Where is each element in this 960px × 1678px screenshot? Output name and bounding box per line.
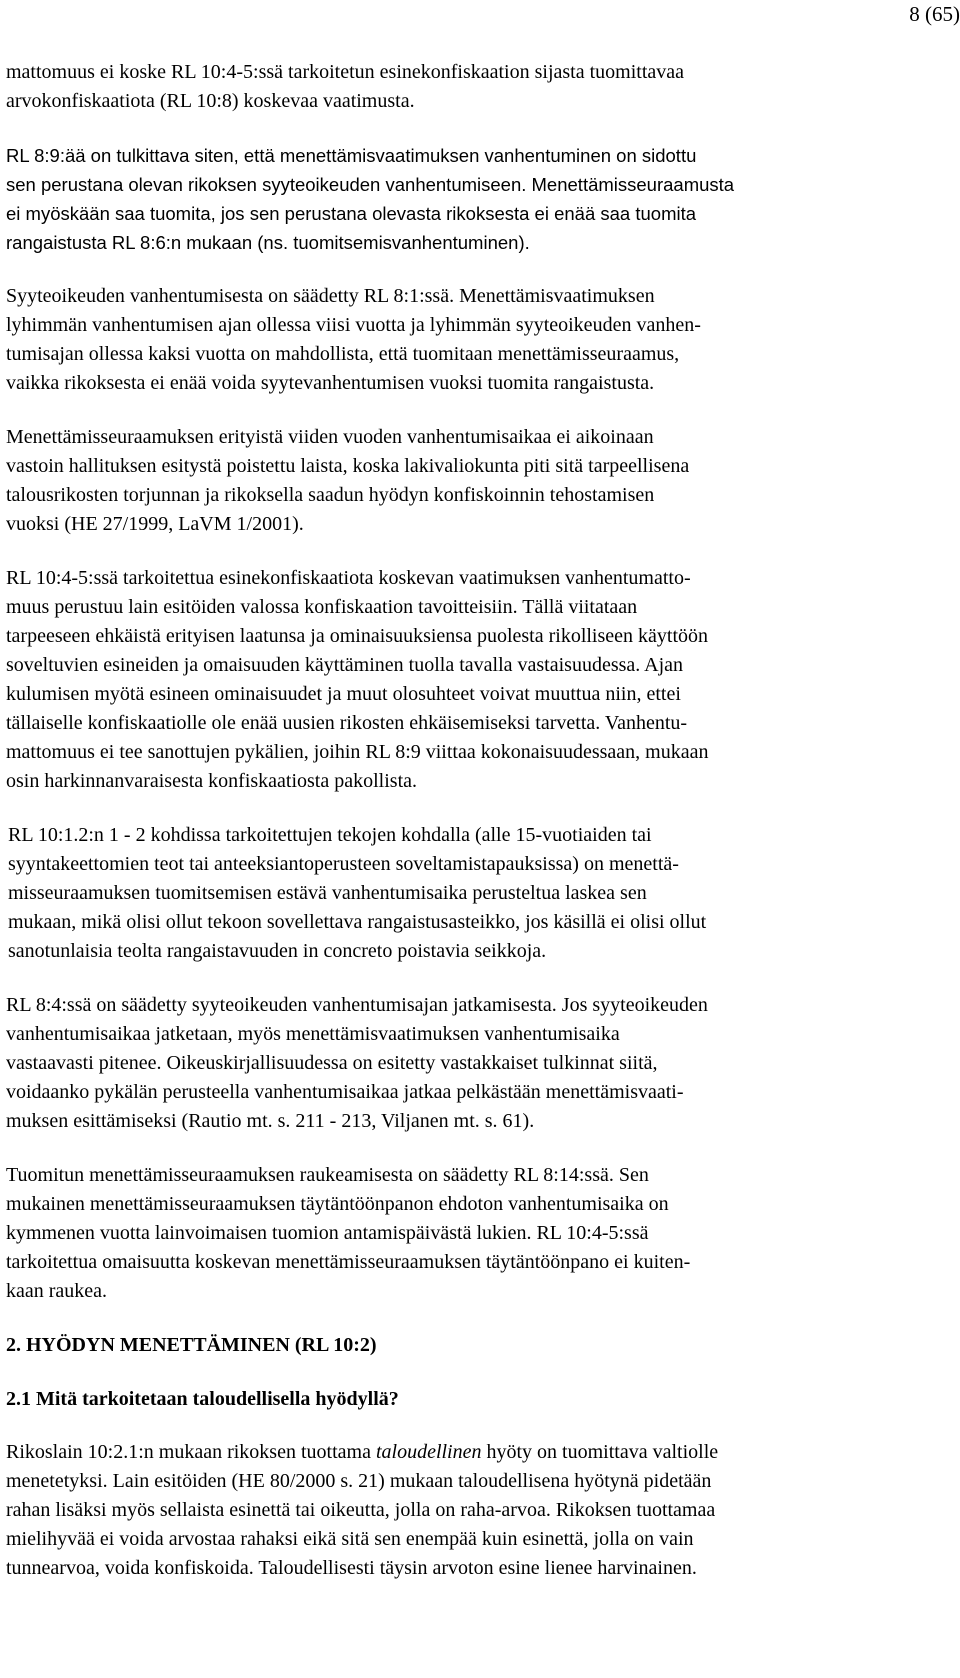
text-line: osin harkinnanvaraisesta konfiskaatiosta pakollista. [6,770,418,792]
text-line: Menettämisseuraamuksen erityistä viiden vuoden vanhentumisaikaa ei aikoinaan [6,426,654,448]
text-line: RL 8:4:ssä on säädetty syyteoikeuden vanhentumisajan jatkamisesta. Jos syyteoikeuden [6,994,708,1016]
text-line: voidaanko pykälän perusteella vanhentumisaikaa jatkaa pelkästään menettämisvaati- [6,1081,684,1103]
text-line: muus perustuu lain esitöiden valossa konfiskaation tavoitteisiin. Tällä viitataan [6,596,638,618]
text-line: sen perustana olevan rikoksen syyteoikeuden vanhentumiseen. Menettämisseuraamusta [6,174,735,195]
text-line: arvokonfiskaatiota (RL 10:8) koskevaa vaatimusta. [6,90,415,112]
text-line: kaan raukea. [6,1280,108,1302]
paragraph-3 [6,282,954,398]
text-line: talousrikosten torjunnan ja rikoksella saadun hyödyn konfiskoinnin tehostamisen [6,484,655,506]
paragraph-8 [6,1161,954,1306]
text-line: syyntakeettomien teot tai anteeksiantoperusteen soveltamistapauksissa) on menettä- [8,853,679,875]
text-line: soveltuvien esineiden ja omaisuuden käyttäminen tuolla tavalla vastaisuudessa. Ajan [6,654,684,676]
paragraph-5 [6,564,954,796]
text-line: RL 10:4-5:ssä tarkoitettua esinekonfiskaatiota koskevan vaatimuksen vanhentumatto- [6,567,691,589]
text-line: vuoksi (HE 27/1999, LaVM 1/2001). [6,513,304,535]
text-line: kymmenen vuotta lainvoimaisen tuomion antamispäivästä lukien. RL 10:4-5:ssä [6,1222,649,1244]
text-line: vanhentumisaikaa jatketaan, myös menettämisvaatimuksen vanhentumisaika [6,1023,620,1045]
text-line [6,1438,954,1467]
subsection-heading: 2.1 Mitä tarkoitetaan taloudellisella hyödyllä? [6,1388,399,1410]
text-segment: hyöty on tuomittava valtiolle [481,1441,719,1463]
text-line: tällaiselle konfiskaatiolle ole enää uusien rikosten ehkäisemiseksi tarvetta. Vanhentu- [6,712,688,734]
paragraph-9 [6,1438,954,1583]
text-line: ei myöskään saa tuomita, jos sen perustana olevasta rikoksesta ei enää saa tuomita [6,203,697,224]
section-heading: 2. HYÖDYN MENETTÄMINEN (RL 10:2) [6,1334,377,1356]
text-line: rahan lisäksi myös sellaista esinettä tai oikeutta, jolla on raha-arvoa. Rikoksen tuottamaa [6,1499,716,1521]
text-line: Syyteoikeuden vanhentumisesta on säädetty RL 8:1:ssä. Menettämisvaatimuksen [6,285,655,307]
text-line: rangaistusta RL 8:6:n mukaan (ns. tuomitsemisvanhentuminen). [6,232,530,253]
emphasis-term: taloudellinen [375,1441,482,1463]
text-line: menetetyksi. Lain esitöiden (HE 80/2000 s. 21) mukaan taloudellisena hyötynä pidetään [6,1470,712,1492]
text-line: tumisajan ollessa kaksi vuotta on mahdollista, että tuomitaan menettämisseuraamus, [6,343,680,365]
text-line: RL 8:9:ää on tulkittava siten, että menettämisvaatimuksen vanhentuminen on sidottu [6,145,697,166]
text-line: mukainen menettämisseuraamuksen täytäntöönpanon ehdoton vanhentumisaika on [6,1193,669,1215]
text-line: mukaan, mikä olisi ollut tekoon sovellettava rangaistusasteikko, jos käsillä ei olisi ollut [8,911,707,933]
paragraph-2 [6,141,954,257]
paragraph-1 [6,58,954,116]
text-line: mielihyvää ei voida arvostaa rahaksi eikä sitä sen enempää kuin esinettä, jolla on vain [6,1528,694,1550]
text-line: vaikka rikoksesta ei enää voida syytevanhentumisen vuoksi tuomita rangaistusta. [6,372,655,394]
document-body [6,58,954,1608]
page-number: 8 (65) [909,2,960,26]
text-line: mattomuus ei tee sanottujen pykälien, joihin RL 8:9 viittaa kokonaisuudessaan, mukaan [6,741,709,763]
text-line: misseuraamuksen tuomitsemisen estävä vanhentumisaika perusteltua laskea sen [8,882,647,904]
text-line: tarkoitettua omaisuutta koskevan menettämisseuraamuksen täytäntöönpano ei kuiten- [6,1251,691,1273]
text-line: RL 10:1.2:n 1 - 2 kohdissa tarkoitettujen tekojen kohdalla (alle 15-vuotiaiden tai [8,824,652,846]
text-line: Tuomitun menettämisseuraamuksen raukeamisesta on säädetty RL 8:14:ssä. Sen [6,1164,649,1186]
paragraph-6 [6,821,954,966]
text-line: vastoin hallituksen esitystä poistettu laista, koska lakivaliokunta piti sitä tarpeellisena [6,455,690,477]
text-line: tarpeeseen ehkäistä erityisen laatunsa ja ominaisuuksiensa puolesta rikolliseen käyttöön [6,625,709,647]
text-line: tunnearvoa, voida konfiskoida. Taloudellisesti täysin arvoton esine lienee harvinainen. [6,1557,697,1579]
sans-section [6,141,954,257]
text-line: vastaavasti pitenee. Oikeuskirjallisuudessa on esitetty vastakkaiset tulkinnat siitä, [6,1052,658,1074]
text-line: mattomuus ei koske RL 10:4-5:ssä tarkoitetun esinekonfiskaation sijasta tuomittavaa [6,61,685,83]
text-segment: Rikoslain 10:2.1:n mukaan rikoksen tuottama [6,1441,376,1463]
paragraph-7 [6,991,954,1136]
text-line: sanotunlaisia teolta rangaistavuuden in concreto poistavia seikkoja. [8,940,547,962]
text-line: kulumisen myötä esineen ominaisuudet ja muut olosuhteet voivat muuttua niin, ettei [6,683,681,705]
paragraph-4 [6,423,954,539]
text-line: muksen esittämiseksi (Rautio mt. s. 211 - 213, Viljanen mt. s. 61). [6,1110,535,1132]
text-line: lyhimmän vanhentumisen ajan ollessa viisi vuotta ja lyhimmän syyteoikeuden vanhen- [6,314,701,336]
